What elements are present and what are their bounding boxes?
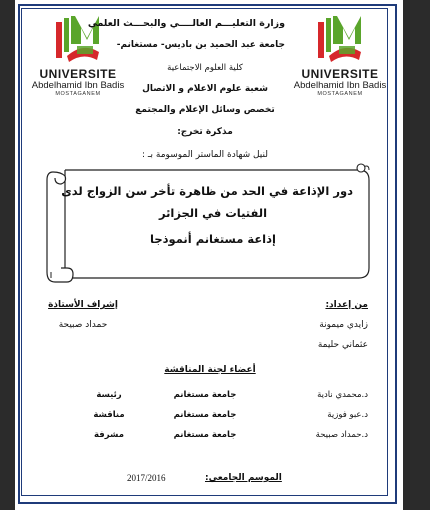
logo-city-text: MOSTAGANEM [317,91,363,97]
academic-year-label: الموسم الجامعي: [205,473,282,483]
thesis-subtitle: إذاعة مستغانم أنموذجا [150,232,276,246]
document-page [15,0,403,510]
logo-name-text: Abdelhamid Ibn Badis [31,80,125,91]
thesis-title-line2: الفتيات في الجزائر [158,206,268,220]
logo-city-text: MOSTAGANEM [55,91,101,97]
committee-member-role: مناقشة [93,410,125,420]
logo-name-text: Abdelhamid Ibn Badis [293,80,387,91]
university-logo-right [291,12,389,98]
ministry-line: وزارة التعليـــم العالــــي والبحـــث العلمي [87,18,285,29]
supervisor-name: حمداد صبيحة [58,320,108,330]
title-scroll-frame [43,160,373,288]
committee-member-university: جامعة مستغانم [173,390,237,400]
committee-member-university: جامعة مستغانم [173,430,237,440]
author-name: زايدي ميمونة [319,320,368,330]
logo-university-text: UNIVERSITE [301,67,379,81]
university-emblem-icon [315,12,365,68]
committee-member-role: رئيسة [96,390,122,400]
committee-member-name: د.عبو فوزية [327,410,368,420]
academic-year-value: 2017/2016 [127,473,166,483]
faculty-line: كلية العلوم الاجتماعية [167,63,243,73]
degree-line: لنيل شهادة الماستر الموسومة بـ : [142,150,268,160]
supervisor-label: إشراف الأستاذة [48,300,118,310]
author-name: عثماني حليمة [317,340,368,350]
thesis-label: مذكرة تخرج: [177,127,233,137]
committee-member-name: د.محمدي نادية [317,390,368,400]
committee-label: أعضاء لجنة المناقشة [164,365,256,375]
logo-university-text: UNIVERSITE [39,67,117,81]
department-line: شعبة علوم الاعلام و الاتصال [142,84,268,94]
committee-member-role: مشرفة [94,430,124,440]
university-line: جامعة عبد الحميد بن باديس- مستغانم- [116,40,285,50]
thesis-title-line1: دور الإذاعة في الحد من ظاهرة تأخر سن الزواج لدى [61,184,353,198]
specialty-line: تخصص وسائل الإعلام والمجتمع [135,105,275,115]
prepared-by-label: من إعداد: [325,300,368,310]
committee-member-name: د.حمداد صبيحة [315,430,368,440]
committee-member-university: جامعة مستغانم [173,410,237,420]
